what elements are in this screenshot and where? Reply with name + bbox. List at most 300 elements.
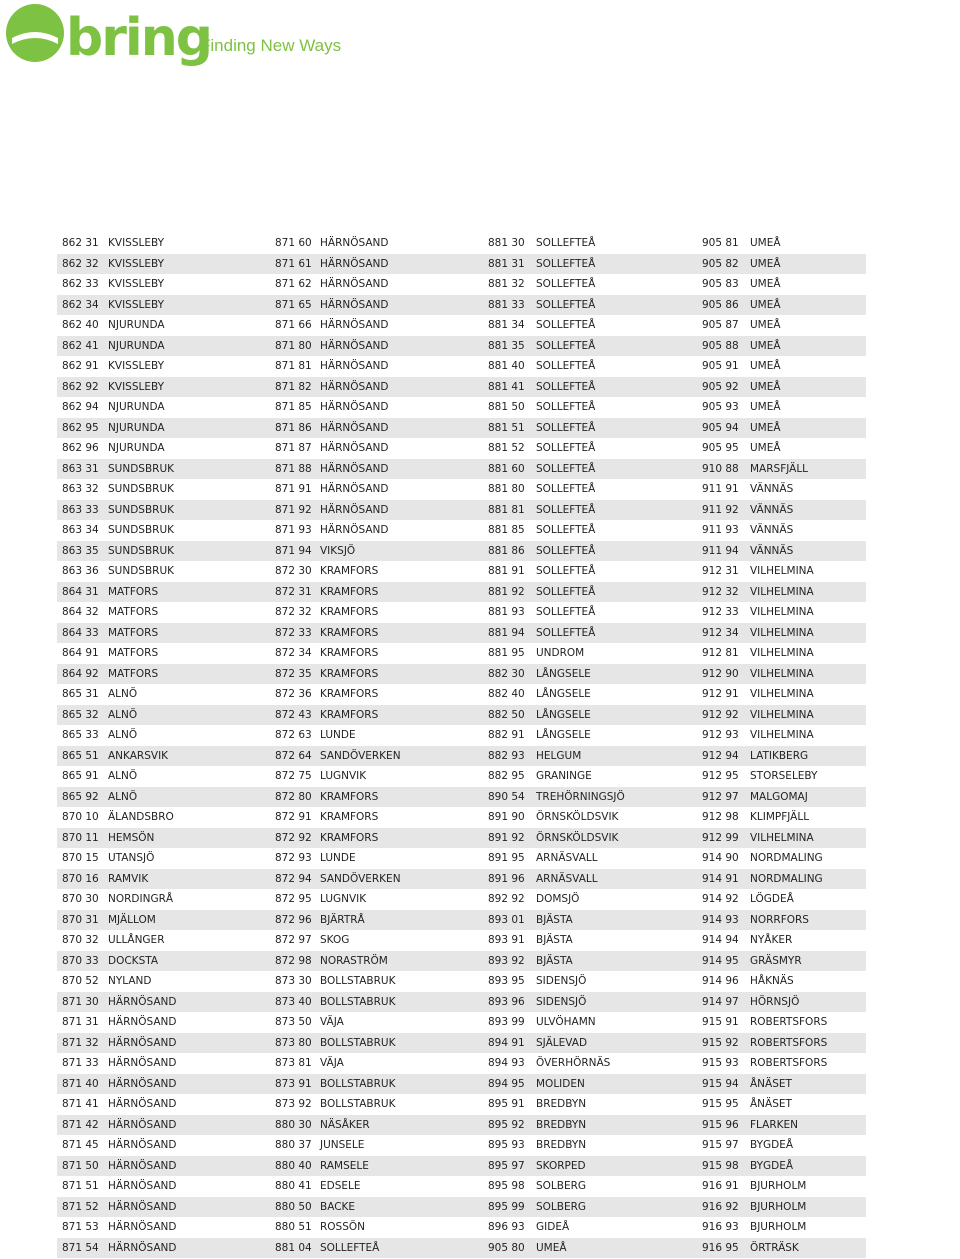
table-row [57,1176,866,1197]
postal-code: 872 92 [275,831,312,844]
city-name: SOLLEFTEÅ [536,298,596,311]
postal-code: 872 64 [275,749,312,762]
table-row [57,848,866,869]
postal-code: 873 30 [275,975,312,987]
city-name: SIDENSJÖ [536,995,587,1008]
city-name: NJURUNDA [108,401,165,413]
city-name: UMEÅ [750,257,781,270]
postal-code: 912 94 [702,749,739,762]
postal-code: 912 97 [702,790,739,803]
postal-code: 882 93 [488,749,525,762]
postal-code: 895 97 [488,1159,525,1172]
postal-code: 895 91 [488,1098,525,1110]
postal-code: 862 94 [62,401,99,413]
postal-code: 870 32 [62,934,99,946]
city-name: ANKARSVIK [108,749,169,762]
city-name: SOLLEFTEÅ [536,237,596,249]
city-name: ALNÖ [108,729,138,741]
table-row [57,377,866,398]
postal-code: 881 81 [488,503,525,516]
postal-code: 872 97 [275,934,312,946]
postal-code: 914 90 [702,852,739,864]
postal-code: 871 31 [62,1016,99,1028]
table-row [57,1074,866,1095]
city-name: BREDBYN [536,1139,587,1151]
city-name: JUNSELE [320,1139,365,1151]
postal-code: 862 92 [62,380,99,393]
postal-code: 871 41 [62,1098,99,1110]
city-name: HELGUM [536,749,582,762]
postal-code: 865 51 [62,749,99,762]
table-row [57,930,866,951]
postal-code: 872 35 [275,667,312,680]
postal-code: 895 99 [488,1200,525,1213]
postal-code: 863 35 [62,544,99,557]
city-name: LÅNGSELE [536,708,591,721]
city-name: BJURHOLM [750,1200,807,1213]
postal-code: 893 01 [488,913,525,926]
city-name: HÄRNÖSAND [320,421,389,434]
postal-code: 864 33 [62,626,99,639]
postal-code: 915 92 [702,1036,739,1049]
city-name: BYGDEÅ [750,1139,794,1151]
city-name: NORDINGRÅ [108,893,174,905]
city-name: KRAMFORS [320,647,379,659]
postal-code: 863 36 [62,565,99,577]
table-row [57,643,866,664]
postal-code: 870 11 [62,831,99,844]
postal-code: 871 65 [275,298,312,311]
postal-code: 881 94 [488,626,525,639]
city-name: SOLLEFTEÅ [536,380,596,393]
city-name: LATIKBERG [750,749,809,762]
postal-code: 862 31 [62,237,99,249]
city-name: GRANINGE [536,770,592,782]
table-row [57,684,866,705]
city-name: UMEÅ [750,380,781,393]
city-name: KRAMFORS [320,688,379,700]
postal-code: 882 40 [488,688,525,700]
postal-code: 871 91 [275,483,312,495]
postal-code: 912 31 [702,565,739,577]
city-name: DOCKSTA [108,954,159,967]
postal-code: 905 80 [488,1241,525,1254]
city-name: KVISSLEBY [108,380,165,393]
city-name: STORSELEBY [750,770,818,782]
postal-code: 862 91 [62,360,99,372]
postal-code: 905 82 [702,257,739,270]
postal-code: 916 92 [702,1200,739,1213]
postal-code: 870 10 [62,811,99,823]
postal-code: 881 85 [488,524,525,536]
postal-code: 912 95 [702,770,739,782]
city-name: KVISSLEBY [108,298,165,311]
city-name: KVISSLEBY [108,360,165,372]
postal-code: 916 93 [702,1221,739,1233]
city-name: ÅNÄSET [750,1077,792,1090]
city-name: SOLLEFTEÅ [536,626,596,639]
postal-code: 871 66 [275,319,312,331]
city-name: EDSELE [320,1180,361,1192]
postal-code: 873 92 [275,1098,312,1110]
postal-code: 864 92 [62,667,99,680]
postal-code: 881 92 [488,585,525,598]
postal-code: 912 33 [702,606,739,618]
postal-code: 915 93 [702,1057,739,1069]
city-name: HÄRNÖSAND [320,380,389,393]
table-row [57,869,866,890]
city-name: KRAMFORS [320,606,379,618]
city-name: UNDROM [536,647,585,659]
city-name: MATFORS [108,626,159,639]
postal-code: 912 93 [702,729,739,741]
city-name: VÄNNÄS [750,524,794,536]
postal-code: 872 30 [275,565,312,577]
postal-code: 871 52 [62,1200,99,1213]
city-name: SKORPED [536,1159,586,1172]
city-name: ALNÖ [108,688,138,700]
table-row [57,479,866,500]
city-name: RAMSELE [320,1159,369,1172]
city-name: VIKSJÖ [320,544,356,557]
city-name: RAMVIK [108,872,149,885]
city-name: VILHELMINA [750,647,814,659]
postal-code: 915 95 [702,1098,739,1110]
city-name: UMEÅ [750,360,781,372]
postal-code: 891 95 [488,852,525,864]
city-name: BOLLSTABRUK [320,1098,396,1110]
postal-code: 872 43 [275,708,312,721]
postal-code: 863 31 [62,462,99,475]
postal-code: 905 94 [702,421,739,434]
city-name: KRAMFORS [320,708,379,721]
city-name: ARNÄSVALL [536,852,598,864]
postal-code: 871 62 [275,278,312,290]
city-name: SKOG [320,934,350,946]
postal-code: 895 92 [488,1118,525,1131]
postal-code: 871 60 [275,237,312,249]
postal-code: 916 95 [702,1241,739,1254]
city-name: HÄRNÖSAND [320,524,389,536]
postal-code: 916 91 [702,1180,739,1192]
city-name: ROBERTSFORS [750,1057,828,1069]
city-name: BREDBYN [536,1118,587,1131]
city-name: HÄRNÖSAND [108,1077,177,1090]
postal-code: 872 63 [275,729,312,741]
postal-code: 872 91 [275,811,312,823]
city-name: BJÄSTA [536,913,573,926]
city-name: SOLLEFTEÅ [536,565,596,577]
postal-code: 870 52 [62,975,99,987]
city-name: HÄRNÖSAND [320,360,389,372]
postal-code: 892 92 [488,893,525,905]
postal-code: 882 30 [488,667,525,680]
city-name: BOLLSTABRUK [320,995,396,1008]
postal-code: 873 40 [275,995,312,1008]
city-name: NJURUNDA [108,421,165,434]
postal-code: 881 33 [488,298,525,311]
city-name: SOLLEFTEÅ [536,421,596,434]
postal-code: 881 40 [488,360,525,372]
postal-code: 895 93 [488,1139,525,1151]
postal-code: 862 95 [62,421,99,434]
postal-code: 880 40 [275,1159,312,1172]
city-name: VÄJA [320,1057,344,1069]
postal-code: 865 33 [62,729,99,741]
postal-code: 872 34 [275,647,312,659]
city-name: SUNDSBRUK [108,503,175,516]
postal-code: 894 91 [488,1036,525,1049]
postal-code: 871 88 [275,462,312,475]
city-name: ÖRNSKÖLDSVIK [536,831,619,844]
city-name: ÄLANDSBRO [108,811,174,823]
city-name: SOLLEFTEÅ [536,606,596,618]
postal-code: 905 81 [702,237,739,249]
city-name: VILHELMINA [750,831,814,844]
postal-code: 862 41 [62,339,99,352]
city-name: SOLLEFTEÅ [536,401,596,413]
city-name: HÅKNÄS [750,975,794,987]
city-name: UMEÅ [750,339,781,352]
city-name: HÄRNÖSAND [320,483,389,495]
city-name: UMEÅ [750,319,781,331]
postal-code: 915 97 [702,1139,739,1151]
table-row [57,705,866,726]
postal-code: 880 30 [275,1118,312,1131]
city-name: KRAMFORS [320,811,379,823]
city-name: SUNDSBRUK [108,524,175,536]
city-name: NYLAND [108,975,152,987]
city-name: GIDEÅ [536,1221,570,1233]
city-name: FLARKEN [750,1118,798,1131]
postal-code: 894 93 [488,1057,525,1069]
city-name: SUNDSBRUK [108,462,175,475]
postal-code: 896 93 [488,1221,525,1233]
table-row [57,992,866,1013]
city-name: SOLLEFTEÅ [536,442,596,454]
city-name: ÖVERHÖRNÄS [536,1057,611,1069]
postal-code: 914 93 [702,913,739,926]
city-name: HEMSÖN [108,831,155,844]
table-row [57,1012,866,1033]
postal-code: 871 61 [275,257,312,270]
brand-name: bring [66,8,211,68]
postal-code: 871 51 [62,1180,99,1192]
city-name: SOLLEFTEÅ [536,257,596,270]
postal-code: 873 50 [275,1016,312,1028]
city-name: SOLLEFTEÅ [536,339,596,352]
city-name: SOLLEFTEÅ [536,360,596,372]
table-row [57,1033,866,1054]
postal-code: 905 91 [702,360,739,372]
city-name: ALNÖ [108,770,138,782]
city-name: HÄRNÖSAND [320,278,389,290]
postal-code: 880 37 [275,1139,312,1151]
city-name: ÅNÄSET [750,1098,792,1110]
city-name: ROBERTSFORS [750,1036,828,1049]
city-name: HÄRNÖSAND [108,1180,177,1192]
city-name: LUNDE [320,729,356,741]
city-name: ÖRTRÄSK [750,1241,799,1254]
postal-code: 905 86 [702,298,739,311]
table-row [57,725,866,746]
city-name: BJURHOLM [750,1221,807,1233]
city-name: HÄRNÖSAND [320,237,389,249]
table-row [57,1238,866,1259]
city-name: HÄRNÖSAND [108,1159,177,1172]
postal-code: 871 87 [275,442,312,454]
city-name: VÄNNÄS [750,503,794,516]
postal-code: 881 95 [488,647,525,659]
postal-code: 862 40 [62,319,99,331]
postal-code: 871 94 [275,544,312,557]
city-name: KVISSLEBY [108,257,165,270]
city-name: ALNÖ [108,708,138,721]
city-name: LUNDE [320,852,356,864]
city-name: SUNDSBRUK [108,565,175,577]
postal-code: 871 54 [62,1241,99,1254]
postal-code: 895 98 [488,1180,525,1192]
city-name: SOLLEFTEÅ [536,544,596,557]
postal-code: 871 32 [62,1036,99,1049]
postal-code: 871 86 [275,421,312,434]
postal-code: 912 32 [702,585,739,598]
city-name: NJURUNDA [108,339,165,352]
city-name: HÄRNÖSAND [320,442,389,454]
postal-code: 881 52 [488,442,525,454]
postal-code: 912 34 [702,626,739,639]
postal-code: 865 91 [62,770,99,782]
table-row [57,1115,866,1136]
city-name: SOLLEFTEÅ [536,462,596,475]
table-row [57,1197,866,1218]
postal-code: 911 92 [702,503,739,516]
city-name: BJÄRTRÅ [320,913,365,926]
postal-code: 905 95 [702,442,739,454]
postal-code: 880 50 [275,1200,312,1213]
postal-code: 912 91 [702,688,739,700]
postal-code: 912 90 [702,667,739,680]
table-row [57,418,866,439]
city-name: HÄRNÖSAND [320,401,389,413]
city-name: SOLLEFTEÅ [536,503,596,516]
city-name: SOLBERG [536,1200,587,1213]
postal-code: 871 33 [62,1057,99,1069]
city-name: SANDÖVERKEN [320,749,401,762]
table-row [57,459,866,480]
city-name: NORDMALING [750,852,823,864]
city-name: VILHELMINA [750,585,814,598]
postal-code: 871 53 [62,1221,99,1233]
brand-slogan: Finding New Ways [200,36,342,55]
city-name: HÄRNÖSAND [108,1016,177,1028]
city-name: LUGNVIK [320,893,367,905]
table-row [57,336,866,357]
postal-code: 910 88 [702,462,739,475]
postal-code: 872 98 [275,954,312,967]
postal-code: 893 96 [488,995,525,1008]
city-name: HÄRNÖSAND [320,298,389,311]
postal-code: 865 32 [62,708,99,721]
city-name: ARNÄSVALL [536,872,598,885]
postal-code: 905 87 [702,319,739,331]
postal-code: 914 91 [702,872,739,885]
city-name: VILHELMINA [750,708,814,721]
city-name: LÅNGSELE [536,667,591,680]
city-name: BOLLSTABRUK [320,975,396,987]
postal-code: 872 36 [275,688,312,700]
postal-code: 915 98 [702,1159,739,1172]
city-name: SOLLEFTEÅ [536,278,596,290]
postal-code: 872 33 [275,626,312,639]
table-row [57,295,866,316]
postal-code: 912 81 [702,647,739,659]
city-name: LÅNGSELE [536,688,591,700]
postal-code: 881 32 [488,278,525,290]
city-name: BOLLSTABRUK [320,1077,396,1090]
city-name: VILHELMINA [750,688,814,700]
postal-code: 905 88 [702,339,739,352]
table-row [57,971,866,992]
postal-code: 893 92 [488,954,525,967]
postal-code: 881 04 [275,1241,312,1254]
city-name: LUGNVIK [320,770,367,782]
city-name: HÄRNÖSAND [108,1057,177,1069]
postal-code: 862 96 [62,442,99,454]
table-row [57,397,866,418]
city-name: UMEÅ [750,421,781,434]
city-name: KRAMFORS [320,790,379,803]
postal-code-table [57,233,866,1258]
city-name: NORDMALING [750,872,823,885]
postal-code: 881 50 [488,401,525,413]
city-name: HÄRNÖSAND [108,1200,177,1213]
postal-code: 891 92 [488,831,525,844]
postal-code: 882 95 [488,770,525,782]
postal-code: 915 96 [702,1118,739,1131]
postal-code: 914 94 [702,934,739,946]
city-name: HÄRNÖSAND [108,995,177,1008]
city-name: KRAMFORS [320,585,379,598]
postal-code: 893 95 [488,975,525,987]
city-name: HÄRNÖSAND [320,257,389,270]
city-name: MJÄLLOM [108,913,156,926]
postal-code: 873 91 [275,1077,312,1090]
city-name: NÄSÅKER [320,1118,370,1131]
postal-code: 862 33 [62,278,99,290]
postal-code: 872 31 [275,585,312,598]
city-name: VILHELMINA [750,667,814,680]
city-name: TREHÖRNINGSJÖ [536,790,625,803]
city-name: HÄRNÖSAND [320,319,389,331]
postal-code: 914 95 [702,954,739,967]
table-row [57,1094,866,1115]
city-name: MATFORS [108,606,159,618]
postal-code: 862 34 [62,298,99,311]
table-row [57,664,866,685]
table-row [57,254,866,275]
postal-code: 881 91 [488,565,525,577]
postal-code: 881 41 [488,380,525,393]
postal-code: 893 99 [488,1016,525,1028]
postal-code: 890 54 [488,790,525,803]
postal-code: 872 95 [275,893,312,905]
table-row [57,500,866,521]
city-name: LÅNGSELE [536,729,591,741]
postal-code: 915 94 [702,1077,739,1090]
city-name: SOLLEFTEÅ [536,524,596,536]
postal-code: 872 75 [275,770,312,782]
